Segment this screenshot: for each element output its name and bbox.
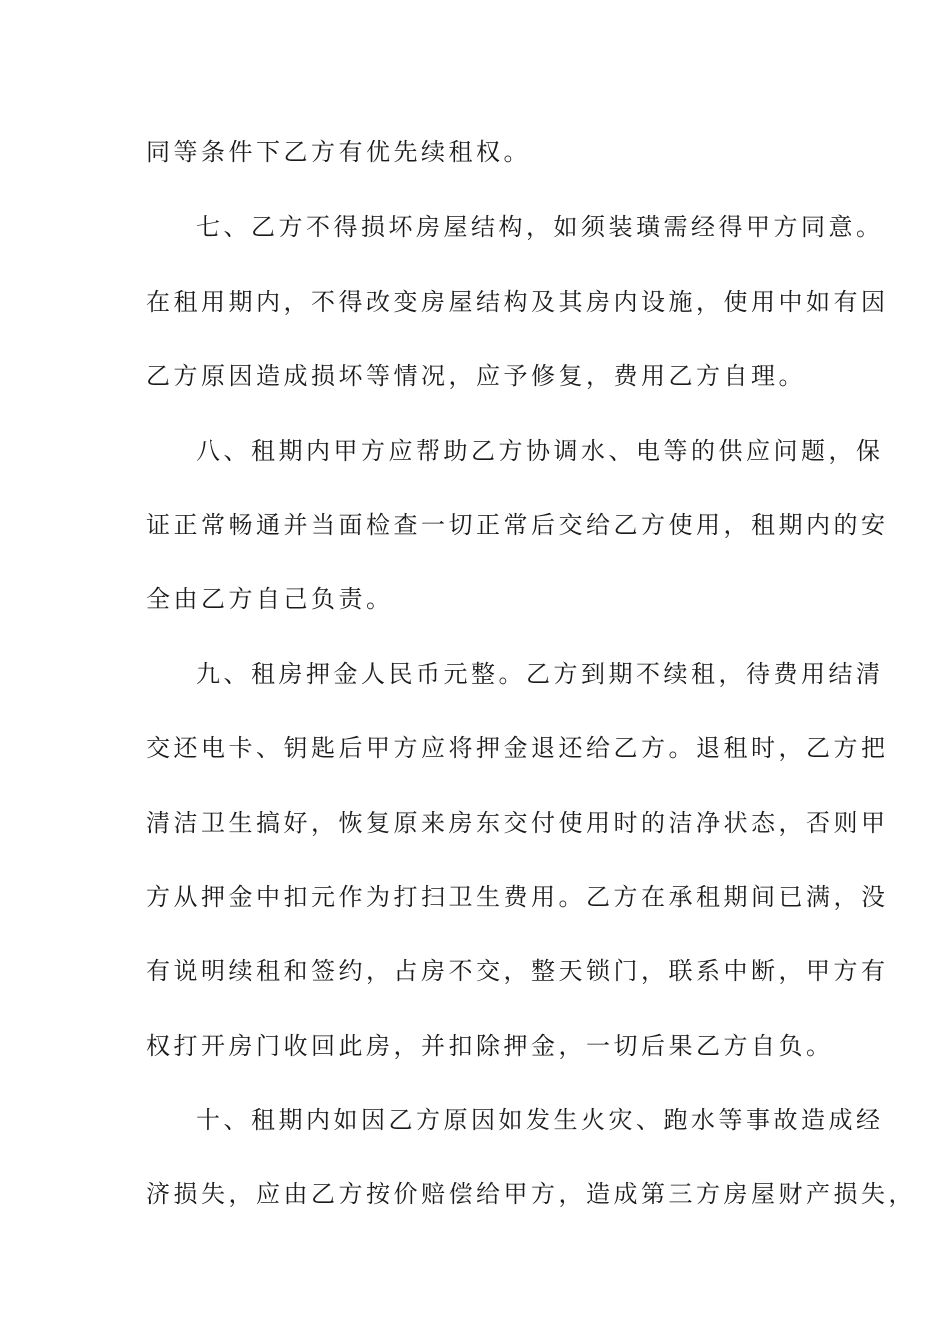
clause-7-heading-line: 七、乙方不得损坏房屋结构，如须装璜需经得甲方同意。 (196, 213, 884, 241)
text-line: 乙方原因造成损坏等情况，应予修复，费用乙方自理。 (146, 362, 806, 390)
text-line: 权打开房门收回此房，并扣除押金，一切后果乙方自负。 (146, 1032, 834, 1060)
text-line: 在租用期内，不得改变房屋结构及其房内设施，使用中如有因 (146, 288, 889, 316)
text-line: 有说明续租和签约，占房不交，整天锁门，联系中断，甲方有 (146, 957, 889, 985)
clause-8-heading-line: 八、租期内甲方应帮助乙方协调水、电等的供应问题，保 (196, 437, 884, 465)
text-line: 清洁卫生搞好，恢复原来房东交付使用时的洁净状态，否则甲 (146, 809, 889, 837)
text-line: 同等条件下乙方有优先续租权。 (146, 138, 531, 166)
text-line: 济损失，应由乙方按价赔偿给甲方，造成第三方房屋财产损失， (146, 1180, 916, 1208)
text-line: 交还电卡、钥匙后甲方应将押金退还给乙方。退租时，乙方把 (146, 734, 889, 762)
text-line: 方从押金中扣元作为打扫卫生费用。乙方在承租期间已满，没 (146, 883, 889, 911)
clause-9-heading-line: 九、租房押金人民币元整。乙方到期不续租，待费用结清 (196, 660, 884, 688)
clause-10-heading-line: 十、租期内如因乙方原因如发生火灾、跑水等事故造成经 (196, 1106, 884, 1134)
text-line: 全由乙方自己负责。 (146, 585, 394, 613)
text-line: 证正常畅通并当面检查一切正常后交给乙方使用，租期内的安 (146, 511, 889, 539)
